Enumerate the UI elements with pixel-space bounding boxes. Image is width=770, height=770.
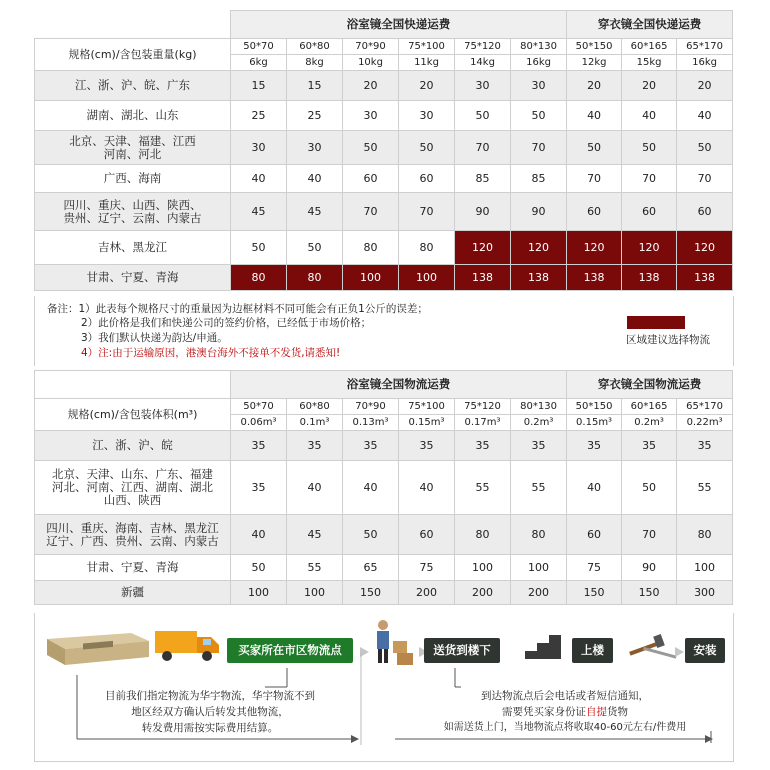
legend-label: 区域建议选择物流 xyxy=(626,334,710,346)
price-cell: 70 xyxy=(622,165,677,193)
price-cell: 30 xyxy=(231,131,287,165)
price-cell: 80 xyxy=(343,231,399,265)
price-cell: 40 xyxy=(343,461,399,515)
price-cell: 35 xyxy=(343,431,399,461)
size-cell: 80*130 xyxy=(511,39,567,55)
price-cell: 15 xyxy=(231,71,287,101)
price-cell: 55 xyxy=(677,461,733,515)
size-cell: 80*130 xyxy=(511,399,567,415)
price-cell: 150 xyxy=(622,581,677,605)
express-row xyxy=(35,231,733,265)
price-cell: 40 xyxy=(231,165,287,193)
size-volume-label: 规格(cm)/含包装体积(m³) xyxy=(35,399,231,431)
price-cell: 50 xyxy=(343,131,399,165)
price-cell: 50 xyxy=(287,231,343,265)
notes-section xyxy=(34,296,734,366)
price-cell: 70 xyxy=(622,515,677,555)
region-cell: 江、浙、沪、皖 xyxy=(35,431,231,461)
volume-cell: 0.15m³ xyxy=(399,415,455,431)
price-cell: 120 xyxy=(677,231,733,265)
step-local-logistics-point: 买家所在市区物流点 xyxy=(227,638,353,663)
price-cell: 55 xyxy=(511,461,567,515)
price-cell: 80 xyxy=(399,231,455,265)
price-cell: 90 xyxy=(511,193,567,231)
price-cell: 80 xyxy=(231,265,287,291)
price-cell: 45 xyxy=(287,193,343,231)
price-cell: 70 xyxy=(511,131,567,165)
logistics-shipping-table xyxy=(34,370,733,605)
region-cell: 江、浙、沪、皖、广东 xyxy=(35,71,231,101)
flow-connector-lines xyxy=(35,613,733,761)
price-cell: 40 xyxy=(399,461,455,515)
express-shipping-table xyxy=(34,10,733,291)
price-cell: 150 xyxy=(567,581,622,605)
volume-cell: 0.15m³ xyxy=(567,415,622,431)
flow-left-text: 目前我们指定物流为华宇物流，华宇物流不到 地区经双方确认后转发其他物流， 转发费用需按实际费用结算。 xyxy=(105,690,315,734)
express-title-bathroom: 浴室镜全国快递运费 xyxy=(231,11,567,39)
price-cell: 60 xyxy=(567,515,622,555)
price-cell: 35 xyxy=(567,431,622,461)
price-cell: 40 xyxy=(567,101,622,131)
price-cell: 35 xyxy=(511,431,567,461)
price-cell: 100 xyxy=(343,265,399,291)
step-install: 安装 xyxy=(685,638,725,663)
price-cell: 30 xyxy=(399,101,455,131)
price-cell: 75 xyxy=(399,555,455,581)
flow-right-line-1: 到达物流点后会电话或者短信通知， xyxy=(481,690,649,702)
note-4-warning: 4）注:由于运输原因，港澳台海外不接单不发货,请悉知! xyxy=(81,347,341,359)
price-cell: 40 xyxy=(287,165,343,193)
price-cell: 55 xyxy=(455,461,511,515)
flow-right-line-3: 如需送货上门，当地物流点将收取40-60元左右/件费用 xyxy=(443,722,687,733)
region-cell: 新疆 xyxy=(35,581,231,605)
weight-cell: 10kg xyxy=(343,55,399,71)
size-cell: 60*165 xyxy=(622,39,677,55)
price-cell: 60 xyxy=(399,515,455,555)
logistics-row xyxy=(35,461,733,515)
price-cell: 40 xyxy=(231,515,287,555)
price-cell: 138 xyxy=(455,265,511,291)
legend-swatch xyxy=(627,316,685,329)
price-cell: 70 xyxy=(677,165,733,193)
price-cell: 25 xyxy=(287,101,343,131)
price-cell: 40 xyxy=(287,461,343,515)
price-cell: 20 xyxy=(343,71,399,101)
price-cell: 20 xyxy=(567,71,622,101)
price-cell: 50 xyxy=(567,131,622,165)
price-cell: 90 xyxy=(622,555,677,581)
note-1: 备注：1）此表每个规格尺寸的重量因为边框材料不同可能会有正负1公斤的误差； xyxy=(47,303,428,315)
price-cell: 35 xyxy=(231,461,287,515)
size-cell: 75*100 xyxy=(399,399,455,415)
size-cell: 75*120 xyxy=(455,39,511,55)
size-cell: 60*165 xyxy=(622,399,677,415)
logistics-row xyxy=(35,431,733,461)
size-cell: 50*150 xyxy=(567,399,622,415)
size-cell: 70*90 xyxy=(343,399,399,415)
price-cell: 50 xyxy=(455,101,511,131)
region-cell: 吉林、黑龙江 xyxy=(35,231,231,265)
volume-cell: 0.22m³ xyxy=(677,415,733,431)
express-row xyxy=(35,71,733,101)
price-cell: 120 xyxy=(622,231,677,265)
region-cell: 北京、天津、福建、江西 河南、河北 xyxy=(35,131,231,165)
price-cell: 35 xyxy=(455,431,511,461)
weight-cell: 16kg xyxy=(511,55,567,71)
weight-cell: 14kg xyxy=(455,55,511,71)
self-pickup-highlight: 自提 xyxy=(586,706,607,718)
express-row xyxy=(35,131,733,165)
price-cell: 200 xyxy=(455,581,511,605)
price-cell: 70 xyxy=(343,193,399,231)
price-cell: 100 xyxy=(399,265,455,291)
weight-cell: 6kg xyxy=(231,55,287,71)
weight-cell: 15kg xyxy=(622,55,677,71)
price-cell: 138 xyxy=(511,265,567,291)
volume-cell: 0.13m³ xyxy=(343,415,399,431)
price-cell: 60 xyxy=(622,193,677,231)
step-deliver-downstairs: 送货到楼下 xyxy=(424,638,500,663)
express-row xyxy=(35,193,733,231)
price-cell: 138 xyxy=(622,265,677,291)
size-cell: 50*150 xyxy=(567,39,622,55)
price-cell: 60 xyxy=(343,165,399,193)
price-cell: 35 xyxy=(677,431,733,461)
logistics-row xyxy=(35,581,733,605)
price-cell: 100 xyxy=(455,555,511,581)
price-cell: 25 xyxy=(231,101,287,131)
price-cell: 35 xyxy=(287,431,343,461)
logistics-row xyxy=(35,555,733,581)
price-cell: 150 xyxy=(343,581,399,605)
price-cell: 40 xyxy=(677,101,733,131)
empty-corner xyxy=(35,371,231,399)
price-cell: 50 xyxy=(511,101,567,131)
size-cell: 70*90 xyxy=(343,39,399,55)
size-cell: 60*80 xyxy=(287,399,343,415)
price-cell: 35 xyxy=(622,431,677,461)
price-cell: 80 xyxy=(455,515,511,555)
logistics-row xyxy=(35,515,733,555)
express-row xyxy=(35,165,733,193)
price-cell: 80 xyxy=(677,515,733,555)
express-row xyxy=(35,101,733,131)
express-title-dressing: 穿衣镜全国快递运费 xyxy=(567,11,733,39)
price-cell: 120 xyxy=(455,231,511,265)
region-cell: 四川、重庆、山西、陕西、 贵州、辽宁、云南、内蒙古 xyxy=(35,193,231,231)
price-cell: 35 xyxy=(231,431,287,461)
volume-cell: 0.17m³ xyxy=(455,415,511,431)
region-cell: 四川、重庆、海南、吉林、黑龙江 辽宁、广西、贵州、云南、内蒙古 xyxy=(35,515,231,555)
price-cell: 200 xyxy=(511,581,567,605)
volume-cell: 0.1m³ xyxy=(287,415,343,431)
size-cell: 65*170 xyxy=(677,39,733,55)
price-cell: 100 xyxy=(677,555,733,581)
region-cell: 甘肃、宁夏、青海 xyxy=(35,265,231,291)
price-cell: 20 xyxy=(399,71,455,101)
weight-cell: 16kg xyxy=(677,55,733,71)
volume-cell: 0.06m³ xyxy=(231,415,287,431)
empty-corner xyxy=(35,11,231,39)
price-cell: 120 xyxy=(567,231,622,265)
price-cell: 85 xyxy=(455,165,511,193)
price-cell: 200 xyxy=(399,581,455,605)
price-cell: 50 xyxy=(677,131,733,165)
price-cell: 20 xyxy=(622,71,677,101)
price-cell: 30 xyxy=(455,71,511,101)
flow-right-line-2 xyxy=(415,704,715,720)
flow-right-line-2c: 货物 xyxy=(607,706,628,718)
note-2: 2）此价格是我们和快递公司的签约价格，已经低于市场价格； xyxy=(81,317,372,329)
price-cell: 60 xyxy=(399,165,455,193)
region-cell: 甘肃、宁夏、青海 xyxy=(35,555,231,581)
price-cell: 85 xyxy=(511,165,567,193)
price-cell: 100 xyxy=(511,555,567,581)
region-cell: 北京、天津、山东、广东、福建 河北、河南、江西、湖南、湖北 山西、陕西 xyxy=(35,461,231,515)
price-cell: 70 xyxy=(399,193,455,231)
price-cell: 50 xyxy=(622,131,677,165)
price-cell: 100 xyxy=(287,581,343,605)
logistics-title-dressing: 穿衣镜全国物流运费 xyxy=(567,371,733,399)
price-cell: 60 xyxy=(567,193,622,231)
price-cell: 100 xyxy=(231,581,287,605)
price-cell: 300 xyxy=(677,581,733,605)
price-cell: 50 xyxy=(399,131,455,165)
price-cell: 80 xyxy=(511,515,567,555)
size-cell: 75*120 xyxy=(455,399,511,415)
price-cell: 138 xyxy=(677,265,733,291)
express-row xyxy=(35,265,733,291)
step-upstairs: 上楼 xyxy=(572,638,613,663)
price-cell: 55 xyxy=(287,555,343,581)
price-cell: 60 xyxy=(677,193,733,231)
size-weight-label: 规格(cm)/含包装重量(kg) xyxy=(35,39,231,71)
price-cell: 50 xyxy=(231,231,287,265)
weight-cell: 12kg xyxy=(567,55,622,71)
flow-right-line-2a: 需要凭买家身份证 xyxy=(502,706,586,718)
price-cell: 45 xyxy=(287,515,343,555)
price-cell: 40 xyxy=(567,461,622,515)
volume-cell: 0.2m³ xyxy=(511,415,567,431)
volume-cell: 0.2m³ xyxy=(622,415,677,431)
price-cell: 50 xyxy=(343,515,399,555)
price-cell: 70 xyxy=(567,165,622,193)
price-cell: 75 xyxy=(567,555,622,581)
price-cell: 120 xyxy=(511,231,567,265)
price-cell: 90 xyxy=(455,193,511,231)
size-cell: 65*170 xyxy=(677,399,733,415)
weight-cell: 11kg xyxy=(399,55,455,71)
region-cell: 湖南、湖北、山东 xyxy=(35,101,231,131)
size-cell: 75*100 xyxy=(399,39,455,55)
price-cell: 30 xyxy=(343,101,399,131)
price-cell: 45 xyxy=(231,193,287,231)
price-cell: 70 xyxy=(455,131,511,165)
price-cell: 50 xyxy=(622,461,677,515)
weight-cell: 8kg xyxy=(287,55,343,71)
size-cell: 50*70 xyxy=(231,39,287,55)
price-cell: 138 xyxy=(567,265,622,291)
region-cell: 广西、海南 xyxy=(35,165,231,193)
delivery-flow xyxy=(34,613,734,762)
price-cell: 40 xyxy=(622,101,677,131)
price-cell: 50 xyxy=(231,555,287,581)
size-cell: 50*70 xyxy=(231,399,287,415)
note-3: 3）我们默认快递为韵达/申通。 xyxy=(81,332,228,344)
price-cell: 30 xyxy=(511,71,567,101)
price-cell: 65 xyxy=(343,555,399,581)
size-cell: 60*80 xyxy=(287,39,343,55)
price-cell: 35 xyxy=(399,431,455,461)
logistics-title-bathroom: 浴室镜全国物流运费 xyxy=(231,371,567,399)
price-cell: 15 xyxy=(287,71,343,101)
price-cell: 30 xyxy=(287,131,343,165)
price-cell: 80 xyxy=(287,265,343,291)
price-cell: 20 xyxy=(677,71,733,101)
